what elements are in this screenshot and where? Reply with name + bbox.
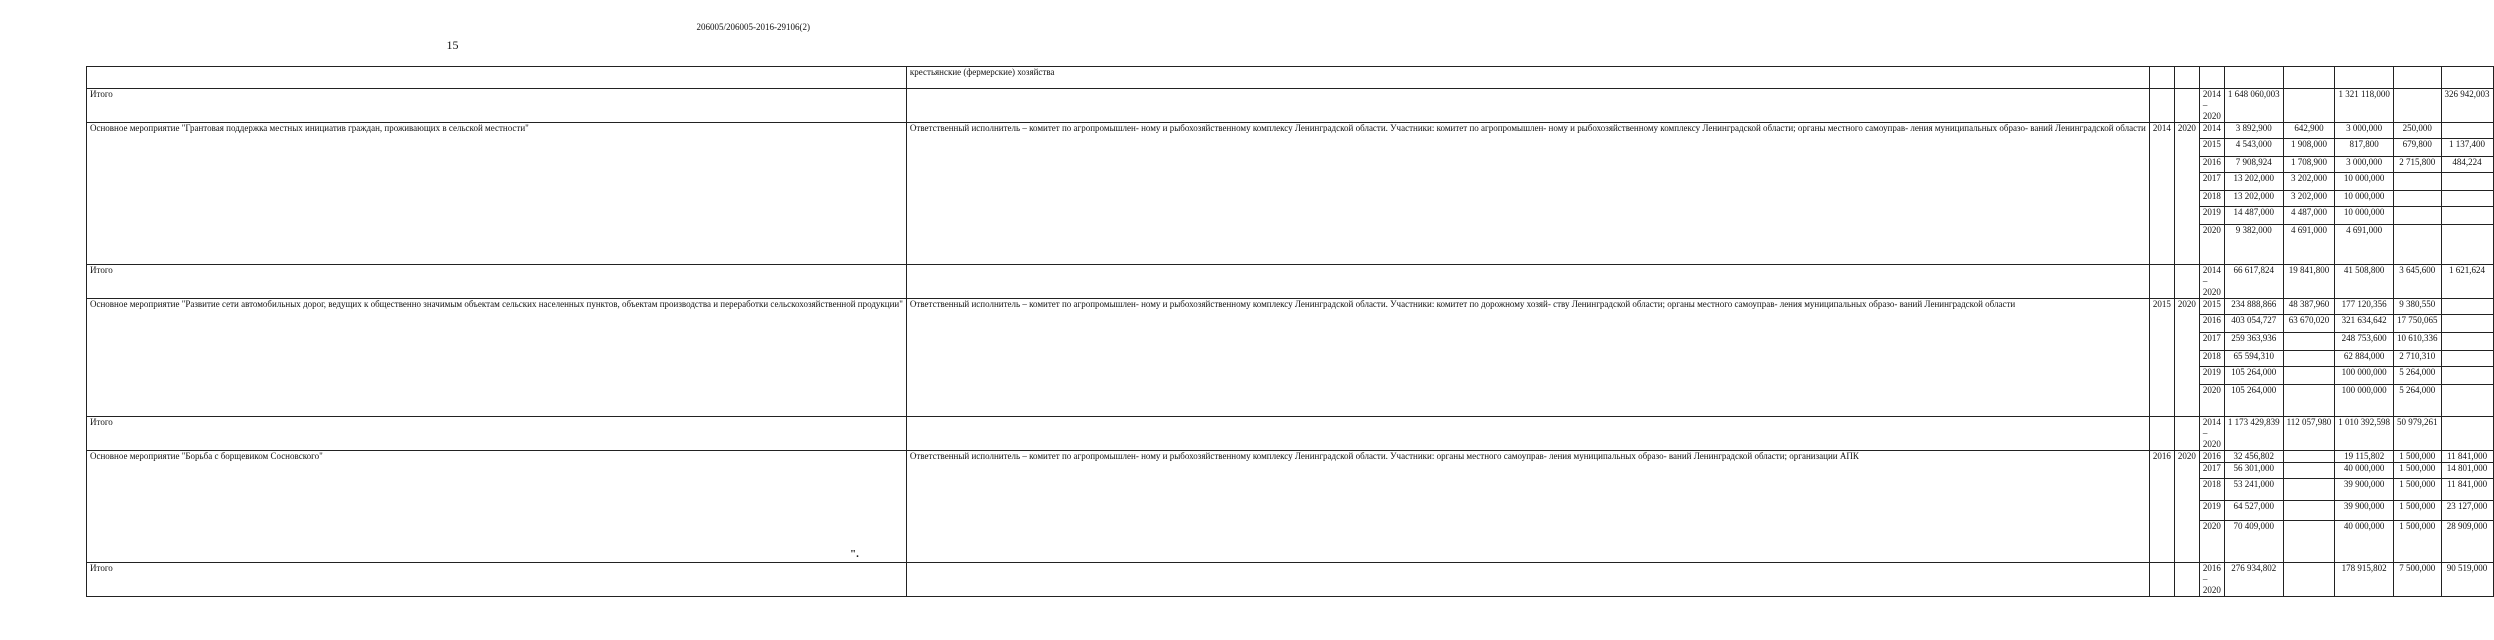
table-cell: Ответственный исполнитель – комитет по агропромышлен- ному и рыбохозяйственному комплексу Ленинградской области. Участники: органы местного самоуправ- ления муниципальных образо- ваний Ленинградской области; организации АПК [906, 451, 2149, 563]
table-cell: Итого [87, 417, 907, 451]
table-cell: 2015 [2199, 299, 2224, 315]
table-cell: 40 000,000 [2335, 521, 2394, 563]
table-cell [2441, 67, 2493, 89]
table-cell: 9 382,000 [2224, 225, 2283, 265]
table-cell: 2015 [2199, 139, 2224, 157]
table-cell [2283, 563, 2335, 597]
table-cell: 3 202,000 [2283, 173, 2335, 191]
table-cell: 13 202,000 [2224, 191, 2283, 207]
table-cell: 64 527,000 [2224, 501, 2283, 521]
closing-quote-mark: ". [850, 548, 859, 560]
table-cell: 14 487,000 [2224, 207, 2283, 225]
table-row [87, 451, 2494, 463]
table-cell [2283, 351, 2335, 367]
table-cell: 2016 [2149, 451, 2174, 563]
table-row [87, 417, 2494, 451]
table-cell [2283, 367, 2335, 385]
table-cell: 2019 [2199, 367, 2224, 385]
table-cell: 4 691,000 [2283, 225, 2335, 265]
table-cell: 1 500,000 [2394, 463, 2442, 479]
table-cell: 4 487,000 [2283, 207, 2335, 225]
table-cell: 100 000,000 [2335, 367, 2394, 385]
table-cell: 100 000,000 [2335, 385, 2394, 417]
table-cell [2149, 417, 2174, 451]
table-cell: 70 409,000 [2224, 521, 2283, 563]
table-cell: 7 908,924 [2224, 157, 2283, 173]
table-cell: 19 841,800 [2283, 265, 2335, 299]
table-cell: 1 500,000 [2394, 521, 2442, 563]
table-cell [2394, 191, 2442, 207]
table-cell: 2020 [2174, 451, 2199, 563]
table-cell: 9 380,550 [2394, 299, 2442, 315]
table-cell: 2018 [2199, 479, 2224, 501]
table-cell: Основное мероприятие "Развитие сети автомобильных дорог, ведущих к общественно значимым объектам сельских населенных пунктов, объектам производства и переработки сельскохозяйственной продукции" [87, 299, 907, 417]
page-number: 15 [446, 38, 459, 52]
table-cell: 2016 [2199, 315, 2224, 333]
table-cell [2283, 521, 2335, 563]
table-cell [2283, 333, 2335, 351]
table-cell: 817,800 [2335, 139, 2394, 157]
table-cell [87, 67, 907, 89]
document-id: 206005/206005-2016-29106(2) [696, 22, 810, 32]
table-cell: 2016 [2199, 157, 2224, 173]
table-cell: 1 908,000 [2283, 139, 2335, 157]
table-cell: 66 617,824 [2224, 265, 2283, 299]
table-cell [2174, 67, 2199, 89]
table-cell: 105 264,000 [2224, 367, 2283, 385]
table-cell [2394, 207, 2442, 225]
table-cell: 5 264,000 [2394, 367, 2442, 385]
table-cell [906, 89, 2149, 123]
table-cell: 3 202,000 [2283, 191, 2335, 207]
table-cell: 2 715,800 [2394, 157, 2442, 173]
table-cell [2441, 333, 2493, 351]
table-cell [2283, 451, 2335, 463]
table-cell: 41 508,800 [2335, 265, 2394, 299]
table-cell: 40 000,000 [2335, 463, 2394, 479]
table-cell: 11 841,000 [2441, 479, 2493, 501]
table-cell: 403 054,727 [2224, 315, 2283, 333]
table-cell [2441, 417, 2493, 451]
table-cell [2174, 417, 2199, 451]
table-cell [2441, 173, 2493, 191]
table-cell: 7 500,000 [2394, 563, 2442, 597]
table-cell: Итого [87, 89, 907, 123]
table-cell: 2019 [2199, 501, 2224, 521]
table-cell: 105 264,000 [2224, 385, 2283, 417]
table-cell: 2014 – 2020 [2199, 89, 2224, 123]
table-cell [2441, 191, 2493, 207]
table-cell [2199, 67, 2224, 89]
table-cell: 679,800 [2394, 139, 2442, 157]
table-cell [2283, 501, 2335, 521]
table-cell: 2014 – 2020 [2199, 417, 2224, 451]
table-cell: 2020 [2199, 225, 2224, 265]
table-cell: 326 942,003 [2441, 89, 2493, 123]
table-cell: 1 173 429,839 [2224, 417, 2283, 451]
table-cell: 39 900,000 [2335, 479, 2394, 501]
table-cell: 2016 [2199, 451, 2224, 463]
table-cell: 2014 [2199, 123, 2224, 139]
table-cell [906, 265, 2149, 299]
table-cell: 2020 [2174, 299, 2199, 417]
table-cell: 19 115,802 [2335, 451, 2394, 463]
table-cell: Итого [87, 563, 907, 597]
table-cell: 10 000,000 [2335, 207, 2394, 225]
table-cell: 1 500,000 [2394, 451, 2442, 463]
table-cell: 62 884,000 [2335, 351, 2394, 367]
table-row [87, 89, 2494, 123]
table-cell: 2017 [2199, 463, 2224, 479]
table-cell: 2020 [2174, 123, 2199, 265]
table-cell: 1 500,000 [2394, 501, 2442, 521]
table-cell: 56 301,000 [2224, 463, 2283, 479]
table-cell [2441, 225, 2493, 265]
table-row [87, 123, 2494, 139]
table-cell: Основное мероприятие "Грантовая поддержка местных инициатив граждан, проживающих в сельской местности" [87, 123, 907, 265]
table-cell: 3 892,900 [2224, 123, 2283, 139]
table-cell: 1 321 118,000 [2335, 89, 2394, 123]
table-cell [2174, 563, 2199, 597]
table-cell [906, 417, 2149, 451]
table-cell: Ответственный исполнитель – комитет по агропромышлен- ному и рыбохозяйственному комплексу Ленинградской области. Участники: комитет по дорожному хозяй- ству Ленинградской области; органы местного самоуправ- ления муниципальных образо- ваний Ленинградской области [906, 299, 2149, 417]
table-cell: 250,000 [2394, 123, 2442, 139]
table-cell [2441, 315, 2493, 333]
table-cell: 1 500,000 [2394, 479, 2442, 501]
table-cell: 484,224 [2441, 157, 2493, 173]
table-cell: 1 137,400 [2441, 139, 2493, 157]
table-cell: 23 127,000 [2441, 501, 2493, 521]
table-cell: 248 753,600 [2335, 333, 2394, 351]
table-cell: 1 621,624 [2441, 265, 2493, 299]
table-cell: 2 710,310 [2394, 351, 2442, 367]
table-cell [2283, 385, 2335, 417]
table-cell: 177 120,356 [2335, 299, 2394, 315]
table-cell: 2014 [2149, 123, 2174, 265]
table-cell [2441, 367, 2493, 385]
table-cell: 234 888,866 [2224, 299, 2283, 315]
program-funding-table [86, 66, 2494, 597]
table-cell: 10 000,000 [2335, 173, 2394, 191]
table-cell [2441, 385, 2493, 417]
table-cell: 259 363,936 [2224, 333, 2283, 351]
table-cell [2441, 299, 2493, 315]
table-cell: 2016 – 2020 [2199, 563, 2224, 597]
table-cell [2149, 265, 2174, 299]
table-cell: 14 801,000 [2441, 463, 2493, 479]
table-cell: 4 691,000 [2335, 225, 2394, 265]
table-row [87, 563, 2494, 597]
table-cell: 10 610,336 [2394, 333, 2442, 351]
table-cell: 2017 [2199, 173, 2224, 191]
table-cell [2174, 89, 2199, 123]
table-cell [2174, 265, 2199, 299]
table-cell: 2020 [2199, 521, 2224, 563]
table-cell: 2020 [2199, 385, 2224, 417]
table-cell [2335, 67, 2394, 89]
table-cell: 321 634,642 [2335, 315, 2394, 333]
table-cell: 3 645,600 [2394, 265, 2442, 299]
table-cell: Ответственный исполнитель – комитет по агропромышлен- ному и рыбохозяйственному комплексу Ленинградской области. Участники: комитет по агропромышлен- ному и рыбохозяйственному комплексу Ленинградской области; органы местного самоуправ- ления муниципальных образо- ваний Ленинградской области [906, 123, 2149, 265]
table-cell: 1 648 060,003 [2224, 89, 2283, 123]
table-cell: 1 708,900 [2283, 157, 2335, 173]
table-cell [2441, 351, 2493, 367]
table-cell: Основное мероприятие "Борьба с борщевиком Сосновского" [87, 451, 907, 563]
table-cell: 90 519,000 [2441, 563, 2493, 597]
table-cell: 2014 – 2020 [2199, 265, 2224, 299]
table-cell: 50 979,261 [2394, 417, 2442, 451]
table-cell [2394, 67, 2442, 89]
table-cell: 28 909,000 [2441, 521, 2493, 563]
table-cell [2283, 89, 2335, 123]
table-cell [906, 563, 2149, 597]
table-cell [2149, 89, 2174, 123]
table-cell: 2017 [2199, 333, 2224, 351]
table-row [87, 299, 2494, 315]
table-cell: 1 010 392,598 [2335, 417, 2394, 451]
table-cell: 112 057,980 [2283, 417, 2335, 451]
table-cell: 642,900 [2283, 123, 2335, 139]
table-cell: 178 915,802 [2335, 563, 2394, 597]
table-cell: 3 000,000 [2335, 157, 2394, 173]
table-cell: 2019 [2199, 207, 2224, 225]
table-cell: 10 000,000 [2335, 191, 2394, 207]
table-cell: 11 841,000 [2441, 451, 2493, 463]
table-cell [2149, 67, 2174, 89]
table-cell: 17 750,065 [2394, 315, 2442, 333]
table-cell: 39 900,000 [2335, 501, 2394, 521]
table-cell: 3 000,000 [2335, 123, 2394, 139]
table-cell [2283, 463, 2335, 479]
table-cell: 65 594,310 [2224, 351, 2283, 367]
table-cell: 13 202,000 [2224, 173, 2283, 191]
table-cell [2394, 225, 2442, 265]
table-cell [2394, 89, 2442, 123]
table-cell: 53 241,000 [2224, 479, 2283, 501]
table-cell: 32 456,802 [2224, 451, 2283, 463]
table-cell [2441, 207, 2493, 225]
table-cell: 2018 [2199, 351, 2224, 367]
table-cell: 2015 [2149, 299, 2174, 417]
table-cell: 48 387,960 [2283, 299, 2335, 315]
table-cell [2283, 479, 2335, 501]
table-cell [2149, 563, 2174, 597]
table-cell: Итого [87, 265, 907, 299]
table-cell: 5 264,000 [2394, 385, 2442, 417]
table-row [87, 67, 2494, 89]
table-cell [2441, 123, 2493, 139]
table-row [87, 265, 2494, 299]
table-cell: крестьянские (фермерские) хозяйства [906, 67, 2149, 89]
table-cell: 4 543,000 [2224, 139, 2283, 157]
table-cell [2283, 67, 2335, 89]
table-cell [2394, 173, 2442, 191]
table-cell: 276 934,802 [2224, 563, 2283, 597]
table-cell: 63 670,020 [2283, 315, 2335, 333]
table-cell [2224, 67, 2283, 89]
table-cell: 2018 [2199, 191, 2224, 207]
